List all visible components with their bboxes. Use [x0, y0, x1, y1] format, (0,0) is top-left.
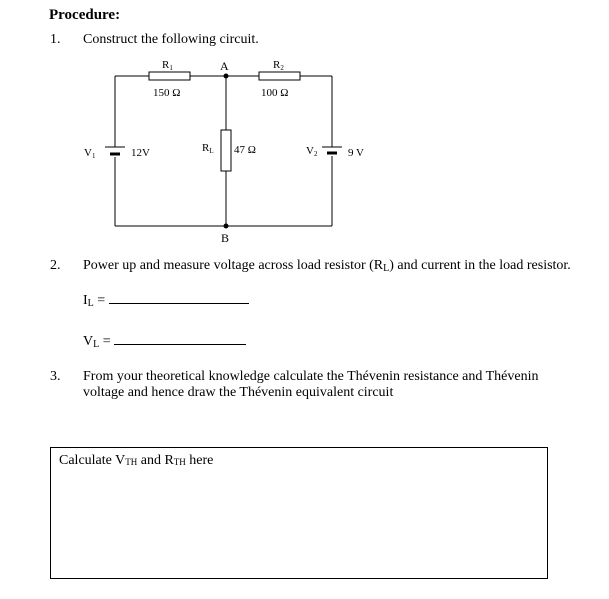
il-answer-line[interactable] [109, 289, 249, 304]
step-2-text: Power up and measure voltage across load resistor $(R_L)$ and current in the load resistor. [83, 258, 571, 274]
step-3-line-1: From your theoretical knowledge calculate the Thévenin resistance and Thévenin [83, 369, 539, 384]
step-1-number: 1. [50, 32, 61, 47]
procedure-heading: Procedure: [49, 7, 121, 23]
r1-label: R1 [162, 59, 173, 72]
il-label: $I_L$ = [83, 293, 106, 309]
resistor-r2 [259, 72, 300, 80]
r2-label: R2 [273, 59, 284, 72]
resistor-rl [221, 130, 231, 171]
node-a-label: A [220, 59, 229, 73]
step-1-text: Construct the following circuit. [83, 32, 259, 47]
node-b-dot [224, 224, 229, 229]
node-a-dot [224, 74, 229, 79]
battery-v1-symbol [105, 147, 125, 154]
answer-box-prompt: Calculate $V_{TH}$ and $R_{TH}$ here [59, 453, 214, 468]
vl-answer-line[interactable] [114, 330, 246, 345]
v2-value: 9 V [348, 147, 364, 159]
rl-value: 47 Ω [234, 144, 256, 156]
node-b-label: B [221, 231, 230, 245]
step-3-line-2: voltage and hence draw the Thévenin equivalent circuit [83, 385, 394, 400]
v2-label: V2 [306, 145, 318, 158]
v1-value: 12V [131, 147, 150, 159]
vl-label: $V_L$ = [83, 334, 111, 350]
answer-box[interactable] [50, 447, 548, 579]
vl-field[interactable] [83, 330, 246, 350]
step-2-number: 2. [50, 258, 61, 273]
rl-label: RL [202, 142, 214, 155]
step-3-number: 3. [50, 369, 61, 384]
r2-value: 100 Ω [261, 87, 289, 99]
circuit-diagram [0, 0, 609, 260]
resistor-r1 [149, 72, 190, 80]
il-field[interactable] [83, 289, 249, 309]
r1-value: 150 Ω [153, 87, 181, 99]
v1-label: V1 [84, 147, 96, 160]
battery-v2-symbol [322, 147, 342, 153]
